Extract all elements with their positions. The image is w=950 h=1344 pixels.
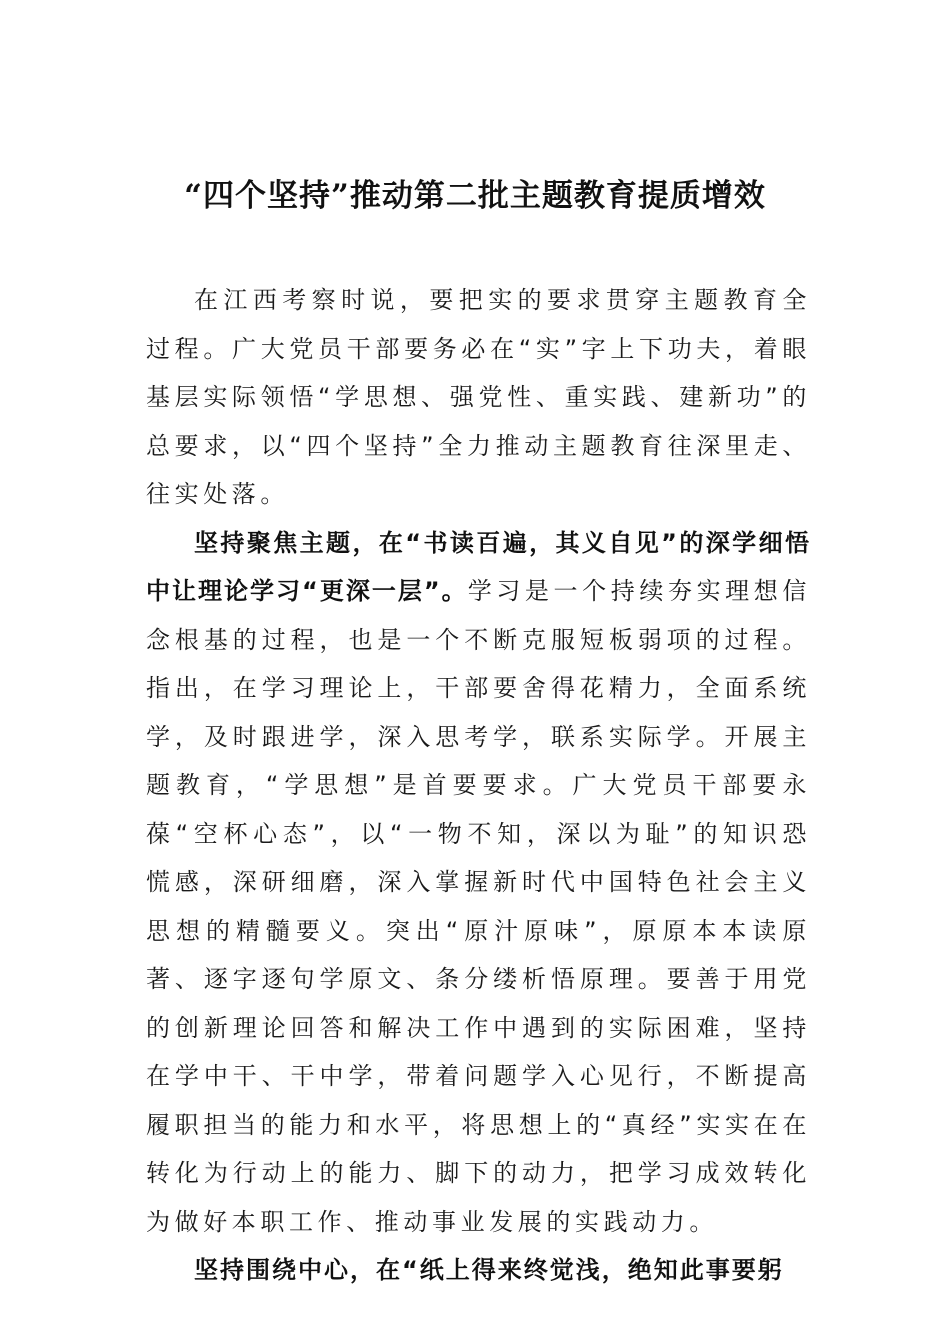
paragraph-lead: 坚持聚焦主题，在“书读百遍，其义自见”的深学细悟中让理论学习“更深一层”。 xyxy=(146,528,811,605)
paragraph-focus-theme xyxy=(146,519,811,1247)
document-title: “四个坚持”推动第二批主题教育提质增效 xyxy=(184,178,766,214)
paragraph-center xyxy=(146,1246,811,1295)
paragraph-lead: 坚持围绕中心，在“纸上得来终觉浅，绝知此事要躬 xyxy=(194,1256,784,1284)
document-body xyxy=(146,276,811,1295)
paragraph-text: 学习是一个持续夯实理想信念根基的过程，也是一个不断克服短板弱项的过程。指出，在学习理论上，干部要舍得花精力，全面系统学，及时跟进学，深入思考学，联系实际学。开展主题教育，“学思想”是首要要求。广大党员干部要永葆“空杯心态”，以“一物不知，深以为耻”的知识恐慌感，深研细磨，深入掌握新时代中国特色社会主义思想的精髓要义。突出“原汁原味”，原原本本读原著、逐字逐句学原文、条分缕析悟原理。要善于用党的创新理论回答和解决工作中遇到的实际困难，坚持在学中干、干中学，带着问题学入心见行，不断提高履职担当的能力和水平，将思想上的“真经”实实在在转化为行动上的能力、脚下的动力，把学习成效转化为做好本职工作、推动事业发展的实践动力。 xyxy=(146,577,812,1236)
paragraph-intro xyxy=(146,276,811,519)
paragraph-text: 在江西考察时说，要把实的要求贯穿主题教育全过程。广大党员干部要务必在“实”字上下功夫，着眼基层实际领悟“学思想、强党性、重实践、建新功”的总要求，以“四个坚持”全力推动主题教育往深里走、往实处落。 xyxy=(146,286,811,508)
